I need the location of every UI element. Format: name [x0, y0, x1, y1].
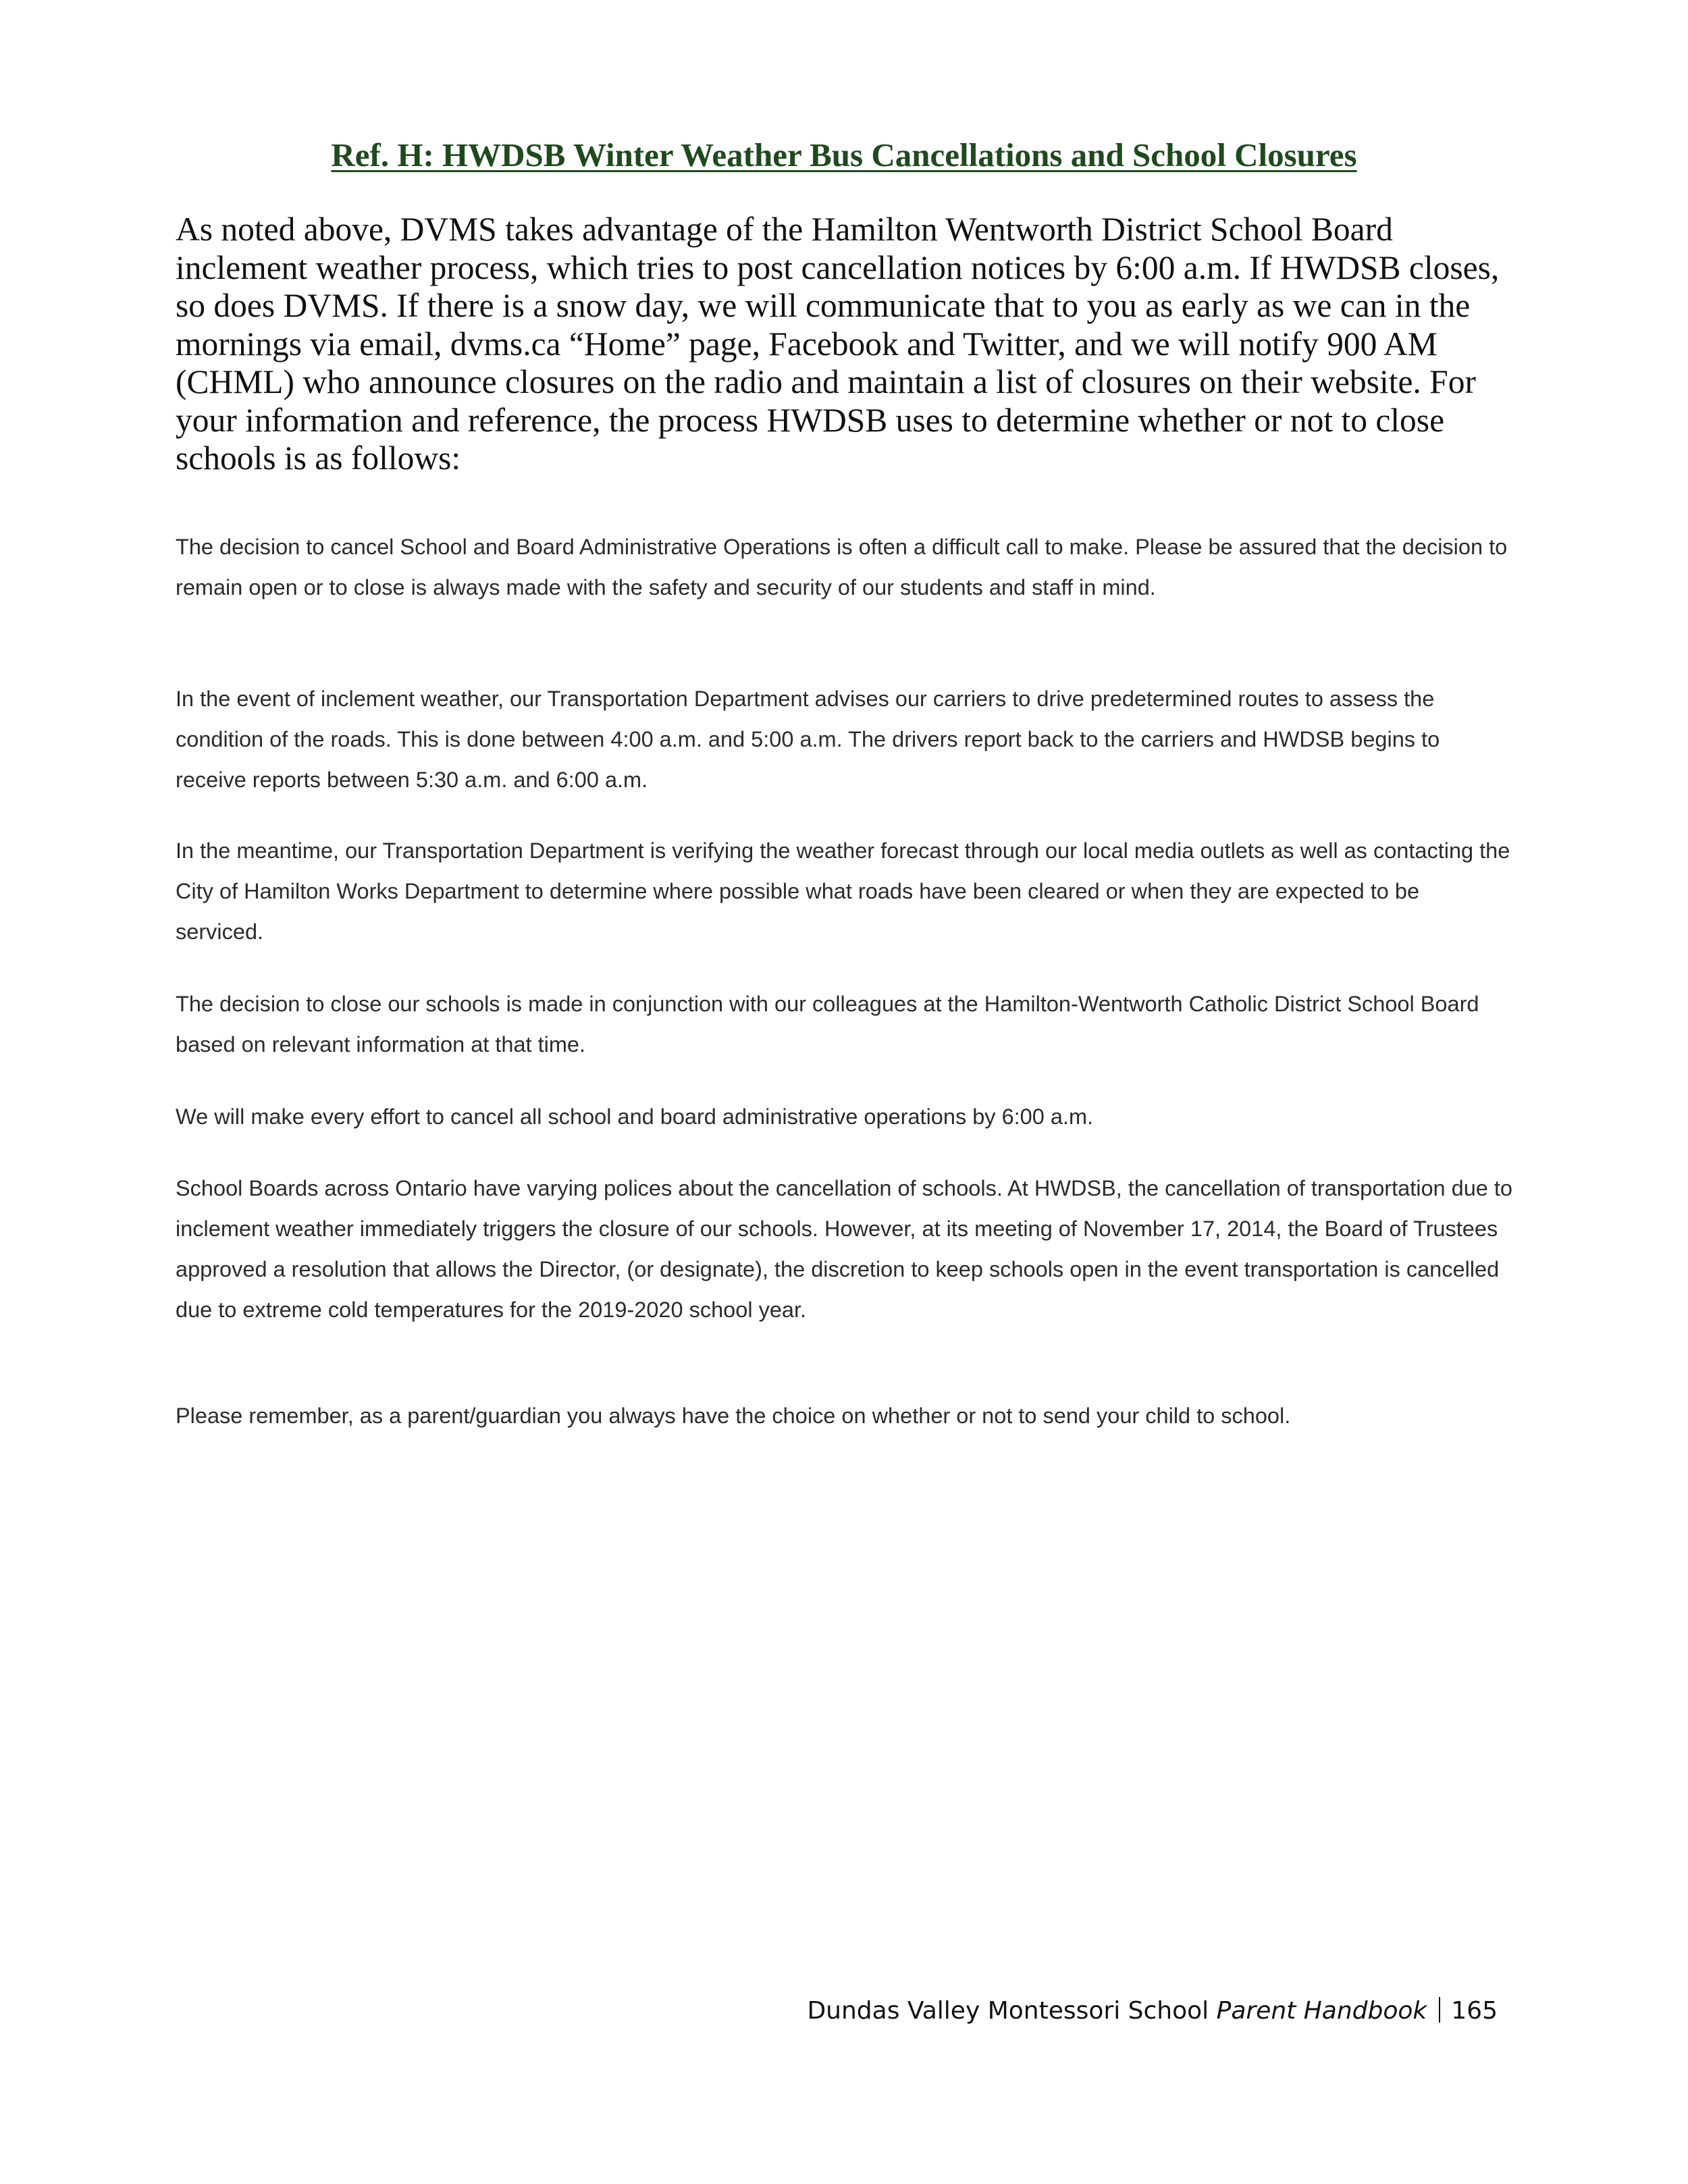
page-footer: [807, 1995, 1498, 2027]
footer-separator: [1439, 1997, 1440, 2023]
section-title: Ref. H: HWDSB Winter Weather Bus Cancellations and School Closures: [331, 136, 1357, 174]
paragraph-decision-difficulty: The decision to cancel School and Board Administrative Operations is often a difficult call to make. Please be assured that the decision to remain open or to close is always made with the safety and security of our students and staff in mind.: [176, 535, 1508, 600]
footer-page-number: 165: [1451, 1997, 1498, 2025]
footer-handbook-title: Parent Handbook: [1216, 1997, 1427, 2025]
paragraph-parent-choice: Please remember, as a parent/guardian you always have the choice on whether or not to send your child to school.: [176, 1404, 1291, 1428]
paragraph-ontario-policies: School Boards across Ontario have varying polices about the cancellation of schools. At HWDSB, the cancellation of transportation due to inclement weather immediately triggers the closure of our schools. However, at its meeting of November 17, 2014, the Board of Trustees approved a resolution that allows the Director, (or designate), the discretion to keep schools open in the event transportation is cancelled due to extreme cold temperatures for the 2019-2020 school year.: [176, 1176, 1512, 1322]
paragraph-catholic-board: The decision to close our schools is made in conjunction with our colleagues at the Hamilton-Wentworth Catholic District School Board based on relevant information at that time.: [176, 992, 1479, 1057]
paragraph-inclement-weather: In the event of inclement weather, our Transportation Department advises our carriers to drive predetermined routes to assess the condition of the roads. This is done between 4:00 a.m. and 5:00 a.m. The drivers report back to the carriers and HWDSB begins to receive reports between 5:30 a.m. and 6:00 a.m.: [176, 687, 1440, 792]
paragraph-meantime: In the meantime, our Transportation Department is verifying the weather forecast through our local media outlets as well as contacting the City of Hamilton Works Department to determine where possible what roads have been cleared or when they are expected to be serviced.: [176, 838, 1510, 944]
footer-school-name: Dundas Valley Montessori School: [807, 1997, 1209, 2025]
paragraph-every-effort: We will make every effort to cancel all school and board administrative operations by 6:00 a.m.: [176, 1104, 1094, 1129]
intro-paragraph: As noted above, DVMS takes advantage of the Hamilton Wentworth District School Board inclement weather process, which tries to post cancellation notices by 6:00 a.m. If HWDSB closes, so does DVMS. If there is a snow day, we will communicate that to you as early as we can in the mornings via email, dvms.ca “Home” page, Facebook and Twitter, and we will notify 900 AM (CHML) who announce closures on the radio and maintain a list of closures on their website. For your information and reference, the process HWDSB uses to determine whether or not to close schools is as follows:: [176, 211, 1500, 477]
